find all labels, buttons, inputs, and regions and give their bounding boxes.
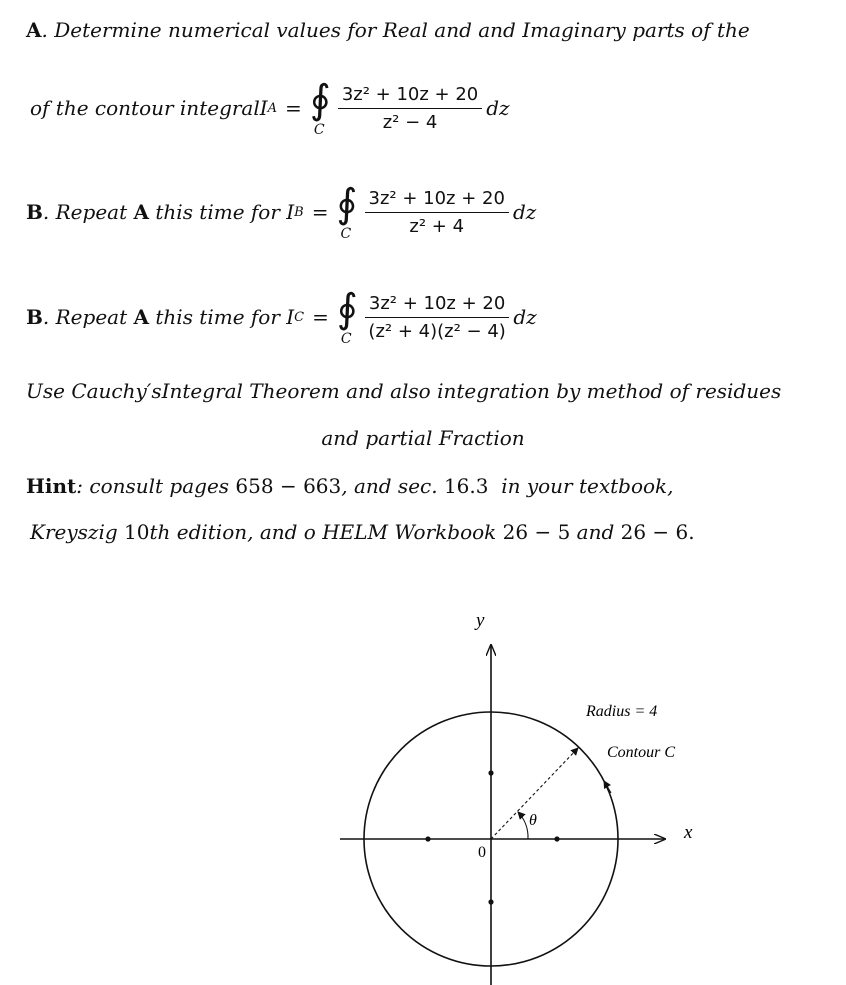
integral-a-prefix: of the contour integral [30,96,260,120]
pole-point-pos-imag [488,770,493,775]
part-a-text: . Determine numerical values for Real and and Imaginary parts of the [41,18,750,42]
hint-text-a: : consult pages [76,474,236,498]
hint-text-c: in your textbook, [488,474,674,498]
part-b-label: B [26,200,43,224]
integral-a-equals: = [285,96,302,120]
integral-a-sub: A [267,100,278,116]
part-c-ref: A [133,305,150,329]
integral-c-var: I [286,305,295,329]
contour-integral-icon: ∮ C [336,181,358,242]
contour-integral-icon: ∮ C [309,77,331,138]
part-c-text2: this time for [149,305,287,329]
origin-label: 0 [478,844,486,861]
part-b-text1: . Repeat [42,200,134,224]
hint-text-b: , and sec. [341,474,444,498]
hint-workbook-2: 26 − 6 [620,520,689,544]
contour-integral-icon: ∮ C [336,286,358,347]
integral-a-contour: C [313,122,325,138]
integral-c-equals: = [312,305,329,329]
part-b-ref: A [133,200,150,224]
x-axis-label: x [684,822,693,843]
pole-point-neg-real [425,836,430,841]
contour-direction-arrow [604,781,611,793]
part-c-text1: . Repeat [42,305,134,329]
integral-b-equals: = [311,200,329,224]
theta-label: θ [529,812,537,829]
hint-label: Hint [26,474,77,498]
part-c-label: B [26,305,43,329]
hint-edition-number: 10 [124,520,150,544]
pole-point-neg-imag [488,899,493,904]
hint-book: Kreyszig [30,520,124,544]
integral-a-var: I [259,96,268,120]
theta-arc [518,812,528,839]
integral-b-dz: dz [512,200,537,224]
integral-c-contour: C [340,331,352,347]
hint-workbook-1: 26 − 5 [502,520,571,544]
instructions-line1: Use Cauchy′sIntegral Theorem and also integration by method of residues [26,379,782,403]
integral-c-dz: dz [513,305,537,329]
integral-a-numerator: 3z² + 10z + 20 [338,84,482,109]
integral-b-denominator: z² + 4 [409,215,465,237]
integral-c-denominator: (z² + 4)(z² − 4) [368,320,506,342]
integral-c-numerator: 3z² + 10z + 20 [365,293,509,318]
hint-text-d: th edition, and o HELM Workbook [149,520,503,544]
radius-label: Radius = 4 [586,703,658,720]
hint-period: . [688,520,695,544]
instructions-line2: and partial Fraction [321,426,525,450]
integral-b-numerator: 3z² + 10z + 20 [365,188,509,213]
integral-c-sub: C [294,309,305,325]
hint-pages: 658 − 663 [235,474,342,498]
integral-b-var: I [286,200,295,224]
part-a-label: A [26,18,42,42]
y-axis-label: y [476,610,485,631]
integral-a-dz: dz [486,96,510,120]
integral-b-contour: C [340,226,352,242]
pole-point-pos-real [554,836,559,841]
integral-b-sub: B [294,204,304,220]
hint-section: 16.3 [443,474,489,498]
part-b-text2: this time for [149,200,287,224]
contour-label: Contour C [607,744,676,761]
hint-text-e: and [570,520,621,544]
integral-a-denominator: z² − 4 [382,111,438,133]
